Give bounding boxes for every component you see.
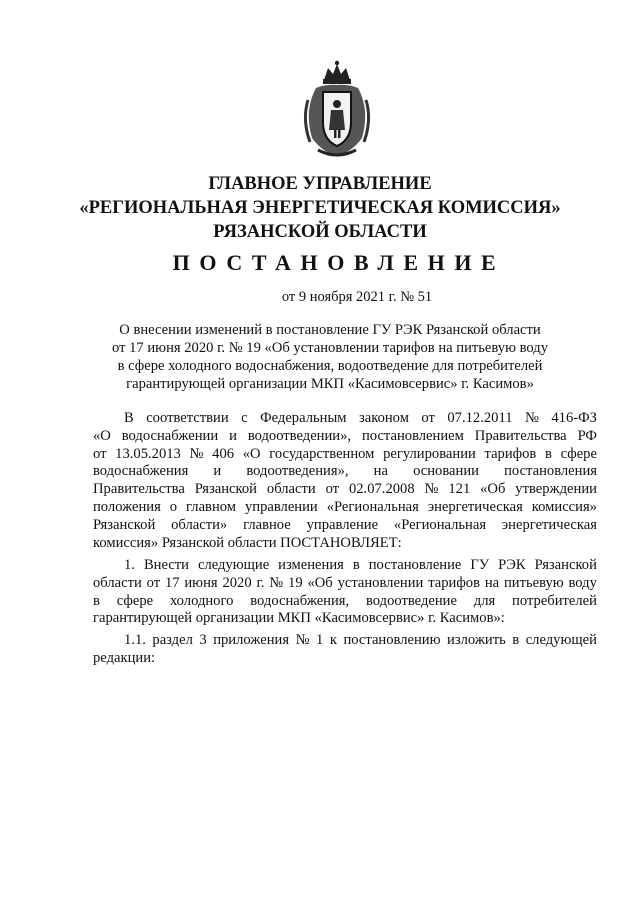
word: «Региональная [393, 516, 487, 533]
subject-line: в сфере холодного водоснабжения, водоотведение для потребителей [117, 358, 543, 374]
word: водоснабжении [121, 427, 219, 444]
word: о [169, 498, 178, 515]
word: воду [568, 574, 597, 591]
word: Правительства [474, 427, 567, 444]
word: установлении [337, 574, 424, 591]
word: от [421, 410, 435, 426]
word: 19 [288, 574, 303, 591]
org-line-3: РЯЗАНСКОЙ ОБЛАСТИ [213, 222, 427, 242]
word: Рязанской [534, 557, 597, 573]
paragraph-line [93, 410, 597, 428]
word: изменения [278, 557, 344, 573]
word: постановления [504, 463, 597, 480]
word: Рязанской [93, 516, 156, 533]
word: от [325, 481, 340, 498]
word: и [213, 463, 222, 480]
word: потребителей [512, 592, 597, 609]
word: сфере [116, 592, 154, 609]
word: в [93, 592, 100, 609]
word: постановлению [343, 632, 441, 648]
word: в [512, 632, 520, 648]
word: раздел [152, 632, 193, 648]
word: законом [358, 410, 409, 426]
word: государственном [269, 445, 375, 462]
paragraph-line: комиссия» Рязанской области ПОСТАНОВЛЯЕТ: [93, 534, 402, 551]
word: 02.07.2008 [348, 481, 415, 498]
word: с [241, 410, 248, 426]
word: водоснабжения, [250, 592, 350, 609]
document-type-title: ПОСТАНОВЛЕНИЕ [172, 250, 506, 275]
word: ГУ [470, 557, 490, 573]
paragraph-line [93, 463, 597, 481]
word: сфере [560, 445, 597, 462]
word: 3 [199, 632, 207, 648]
item-1-paragraph [93, 557, 597, 628]
word: постановление [368, 557, 462, 573]
word: № [295, 632, 310, 648]
word: следующей [525, 632, 597, 648]
document-subject [88, 321, 572, 393]
paragraph-line [93, 446, 597, 464]
word: № [189, 445, 204, 462]
word: водоотведение [366, 592, 457, 609]
word: холодного [169, 592, 234, 609]
coat-of-arms-icon [298, 60, 376, 160]
paragraph-line: гарантирующей организации МКП «Касимовсервис» г. Касимов»: [93, 610, 505, 627]
word: В [124, 410, 134, 426]
word: 17 [164, 574, 180, 591]
word: 13.05.2013 [115, 445, 181, 462]
word: 1 [316, 632, 324, 648]
word: в [352, 557, 360, 573]
paragraph-line [93, 632, 597, 650]
word: на [373, 463, 388, 480]
word: питьевую [503, 574, 564, 591]
word: от [93, 445, 107, 462]
word: 2020 [222, 574, 252, 591]
subject-line: от 17 июня 2020 г. № 19 «Об установлении тарифов на питьевую воду [111, 340, 549, 356]
word: 1. [124, 557, 135, 573]
word: Внести [143, 557, 189, 573]
word: тарифов [428, 574, 480, 591]
document-date-number: от 9 ноября 2021 г. № 51 [281, 289, 433, 305]
word: «Об [307, 574, 333, 591]
org-line-1: ГЛАВНОЕ УПРАВЛЕНИЕ [208, 174, 432, 194]
word: № [269, 574, 284, 591]
word: соответствии [146, 410, 229, 426]
word: «О [242, 445, 261, 462]
word: для [473, 592, 496, 609]
paragraph-line [93, 428, 597, 446]
word: Правительства [93, 481, 185, 498]
word: Рязанской [194, 481, 257, 498]
paragraph-line [93, 499, 597, 517]
paragraph-line [93, 481, 597, 499]
word: в [545, 445, 552, 462]
word: водоснабжения [93, 463, 189, 480]
word: на [484, 574, 500, 591]
subject-line: О внесении изменений в постановление ГУ РЭК Рязанской области [119, 322, 541, 338]
word: области [266, 481, 316, 498]
word: энергетическая [427, 498, 523, 515]
word: от [146, 574, 161, 591]
word: водоотведении», [247, 427, 352, 444]
word: постановлением [361, 427, 464, 444]
word: управлении [244, 498, 318, 515]
word: № [524, 410, 539, 426]
org-line-2: «РЕГИОНАЛЬНАЯ ЭНЕРГЕТИЧЕСКАЯ КОМИССИЯ» [79, 198, 561, 218]
word: комиссия» [531, 498, 597, 515]
word: главном [186, 498, 237, 515]
word: тарифов [484, 445, 537, 462]
word: регулировании [383, 445, 476, 462]
preamble-paragraph [93, 410, 597, 552]
word: главное [243, 516, 291, 533]
word: управление [306, 516, 379, 533]
organization-name [0, 172, 640, 244]
paragraph-line [93, 575, 597, 593]
word: 121 [448, 481, 471, 498]
paragraph-line [93, 557, 597, 575]
word: утверждении [515, 481, 597, 498]
word: области» [171, 516, 228, 533]
word: г. [256, 574, 265, 591]
word: РФ [577, 427, 597, 444]
word: «Региональная [326, 498, 419, 515]
word: 416-ФЗ [551, 410, 597, 426]
item-1-1-paragraph [93, 632, 597, 668]
word: энергетическая [501, 516, 597, 533]
word: 406 [212, 445, 235, 462]
paragraph-line: редакции: [93, 649, 156, 666]
word: к [329, 632, 337, 648]
word: «О [93, 427, 111, 444]
word: основании [413, 463, 479, 480]
word: положения [93, 498, 161, 515]
word: Федеральным [260, 410, 347, 426]
word: июня [184, 574, 218, 591]
word: следующие [197, 557, 270, 573]
word: водоотведения», [246, 463, 349, 480]
word: изложить [447, 632, 506, 648]
word: № [424, 481, 439, 498]
word: приложения [213, 632, 290, 648]
word: и [229, 427, 237, 444]
word: «Об [480, 481, 506, 498]
word: 07.12.2011 [447, 410, 513, 426]
word: 1.1. [124, 632, 146, 648]
paragraph-line [93, 517, 597, 535]
paragraph-line [93, 593, 597, 611]
word: РЭК [498, 557, 526, 573]
word: области [93, 574, 142, 591]
subject-line: гарантирующей организации МКП «Касимовсервис» г. Касимов» [126, 376, 534, 392]
